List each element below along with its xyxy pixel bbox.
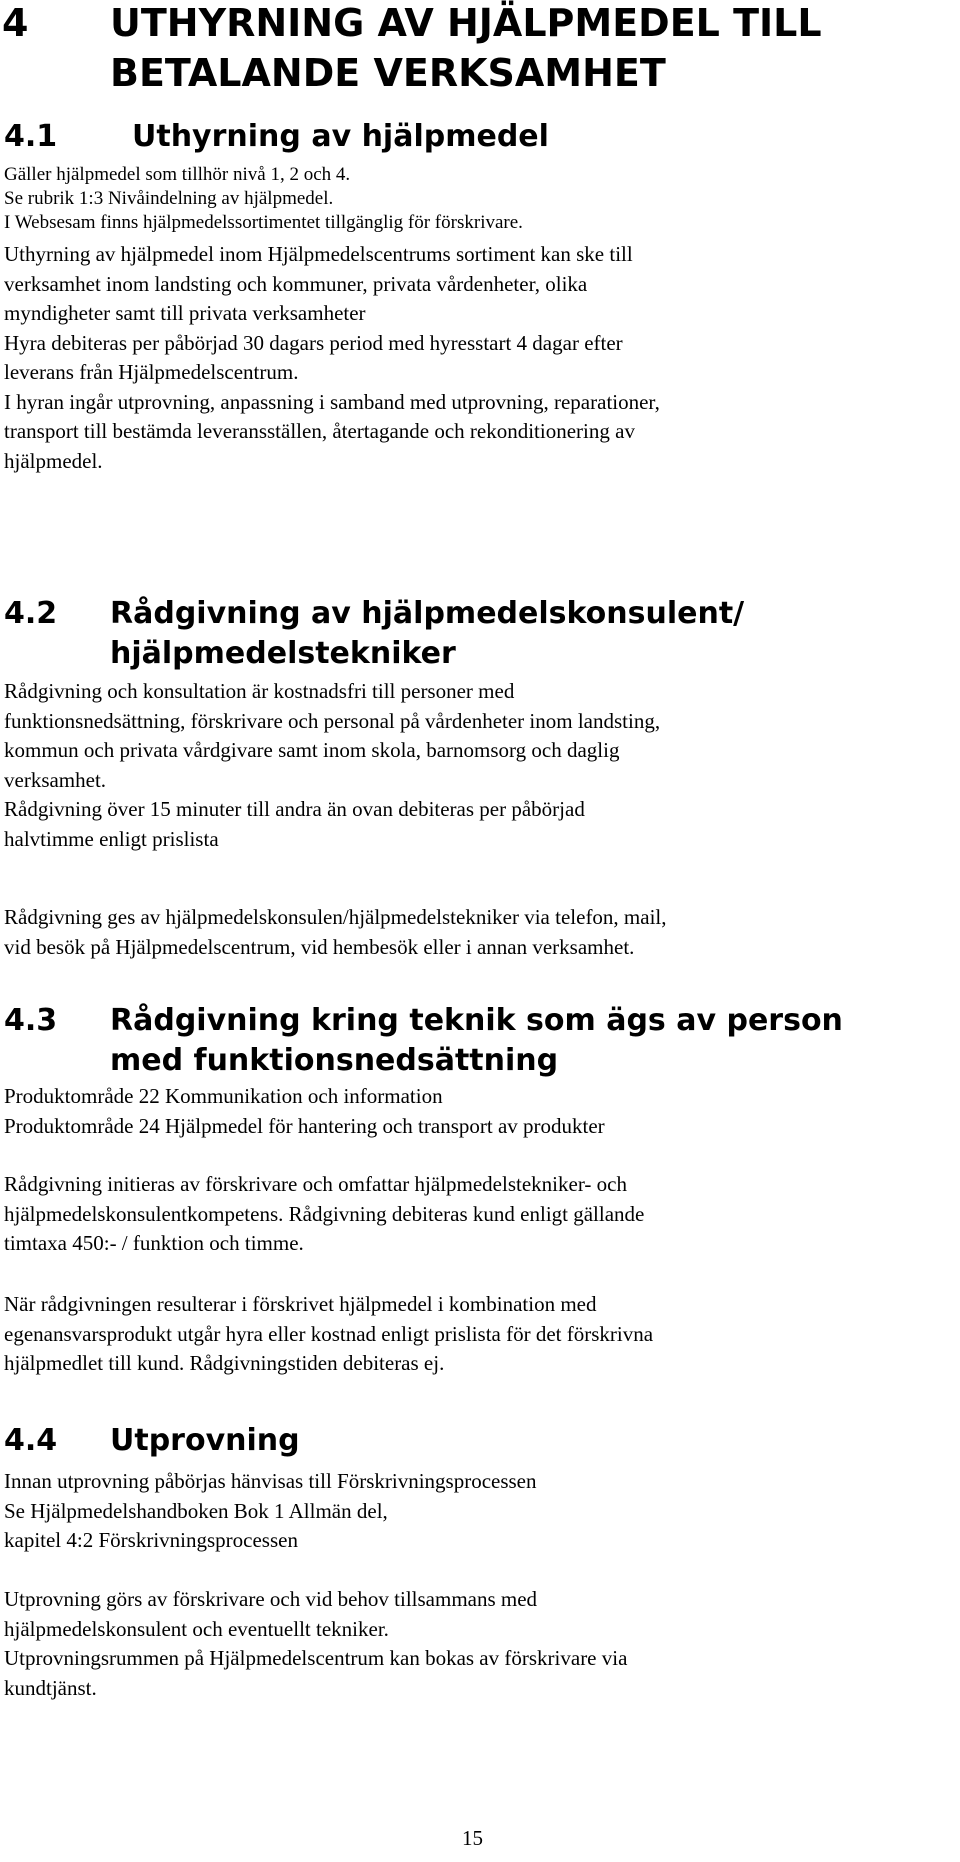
- section-number: 4.2: [4, 596, 58, 631]
- paragraph: [4, 163, 954, 235]
- text-line: myndigheter samt till privata verksamheter: [4, 301, 366, 325]
- text-line: Utprovningsrummen på Hjälpmedelscentrum kan bokas av förskrivare via: [4, 1646, 628, 1670]
- text-line: Produktområde 24 Hjälpmedel för hantering och transport av produkter: [4, 1113, 605, 1138]
- chapter-number: 4: [2, 1, 29, 45]
- text-line: hjälpmedlet till kund. Rådgivningstiden debiteras ej.: [4, 1351, 445, 1375]
- text-line: När rådgivningen resulterar i förskrivet hjälpmedel i kombination med: [4, 1292, 597, 1316]
- text-line: verksamhet.: [4, 767, 107, 792]
- text-line: kundtjänst.: [4, 1675, 97, 1700]
- text-line: transport till bestämda leveransställen, återtagande och rekonditionering av: [4, 419, 635, 443]
- text-line: I hyran ingår utprovning, anpassning i samband med utprovning, reparationer,: [4, 389, 660, 414]
- section-title-line: med funktionsnedsättning: [110, 1043, 559, 1078]
- paragraph: [4, 1290, 954, 1379]
- section-number: 4.3: [4, 1003, 58, 1038]
- text-line: Rådgivning ges av hjälpmedelskonsulen/hjälpmedelstekniker via telefon, mail,: [4, 905, 667, 929]
- text-line: Uthyrning av hjälpmedel inom Hjälpmedelscentrums sortiment kan ske till: [4, 242, 633, 266]
- section-number: 4.1: [4, 119, 58, 154]
- chapter-title-line: BETALANDE VERKSAMHET: [110, 51, 666, 95]
- text-line: Se rubrik 1:3 Nivåindelning av hjälpmedel.: [4, 188, 334, 209]
- text-line: halvtimme enligt prislista: [4, 826, 219, 851]
- text-line: Rådgivning initieras av förskrivare och omfattar hjälpmedelstekniker- och: [4, 1172, 627, 1196]
- text-line: Gäller hjälpmedel som tillhör nivå 1, 2 och 4.: [4, 164, 351, 185]
- chapter-title: [110, 0, 950, 98]
- text-line: kommun och privata vårdgivare samt inom skola, barnomsorg och daglig: [4, 738, 620, 762]
- section-title-line: Rådgivning kring teknik som ägs av person: [110, 1003, 843, 1038]
- section-title: Utprovning: [110, 1423, 300, 1458]
- text-line: Produktområde 22 Kommunikation och information: [4, 1084, 443, 1108]
- text-line: kapitel 4:2 Förskrivningsprocessen: [4, 1528, 298, 1552]
- section-title: [110, 594, 960, 674]
- section-title-line: Rådgivning av hjälpmedelskonsulent/: [110, 596, 745, 631]
- text-line: Rådgivning och konsultation är kostnadsfri till personer med: [4, 679, 515, 703]
- text-line: hjälpmedelskonsulent och eventuellt tekniker.: [4, 1616, 389, 1641]
- text-line: I Websesam finns hjälpmedelssortimentet tillgänglig för förskrivare.: [4, 212, 523, 233]
- section-title: Uthyrning av hjälpmedel: [132, 119, 549, 154]
- text-line: funktionsnedsättning, förskrivare och personal på vårdenheter inom landsting,: [4, 708, 661, 733]
- text-line: Innan utprovning påbörjas hänvisas till Förskrivningsprocessen: [4, 1469, 537, 1493]
- paragraph: [4, 240, 954, 476]
- paragraph: [4, 1585, 954, 1703]
- paragraph: [4, 1082, 954, 1141]
- text-line: hjälpmedelskonsulentkompetens. Rådgivning debiteras kund enligt gällande: [4, 1201, 645, 1226]
- paragraph: [4, 1467, 954, 1556]
- section-title: [110, 1001, 960, 1081]
- paragraph: [4, 1170, 954, 1259]
- text-line: Rådgivning över 15 minuter till andra än ovan debiteras per påbörjad: [4, 797, 585, 821]
- text-line: verksamhet inom landsting och kommuner, privata vårdenheter, olika: [4, 271, 588, 296]
- text-line: timtaxa 450:- / funktion och timme.: [4, 1231, 304, 1255]
- text-line: egenansvarsprodukt utgår hyra eller kostnad enligt prislista för det förskrivna: [4, 1321, 654, 1346]
- text-line: Hyra debiteras per påbörjad 30 dagars period med hyresstart 4 dagar efter: [4, 330, 623, 355]
- text-line: hjälpmedel.: [4, 448, 103, 473]
- chapter-title-line: UTHYRNING AV HJÄLPMEDEL TILL: [110, 1, 822, 45]
- text-line: Se Hjälpmedelshandboken Bok 1 Allmän del,: [4, 1498, 388, 1523]
- text-line: leverans från Hjälpmedelscentrum.: [4, 360, 299, 384]
- paragraph: [4, 903, 954, 962]
- text-line: Utprovning görs av förskrivare och vid behov tillsammans med: [4, 1587, 538, 1611]
- paragraph: [4, 677, 954, 854]
- section-title-line: hjälpmedelstekniker: [110, 636, 456, 671]
- page-number: 15: [462, 1826, 483, 1850]
- section-number: 4.4: [4, 1423, 58, 1458]
- text-line: vid besök på Hjälpmedelscentrum, vid hembesök eller i annan verksamhet.: [4, 934, 635, 959]
